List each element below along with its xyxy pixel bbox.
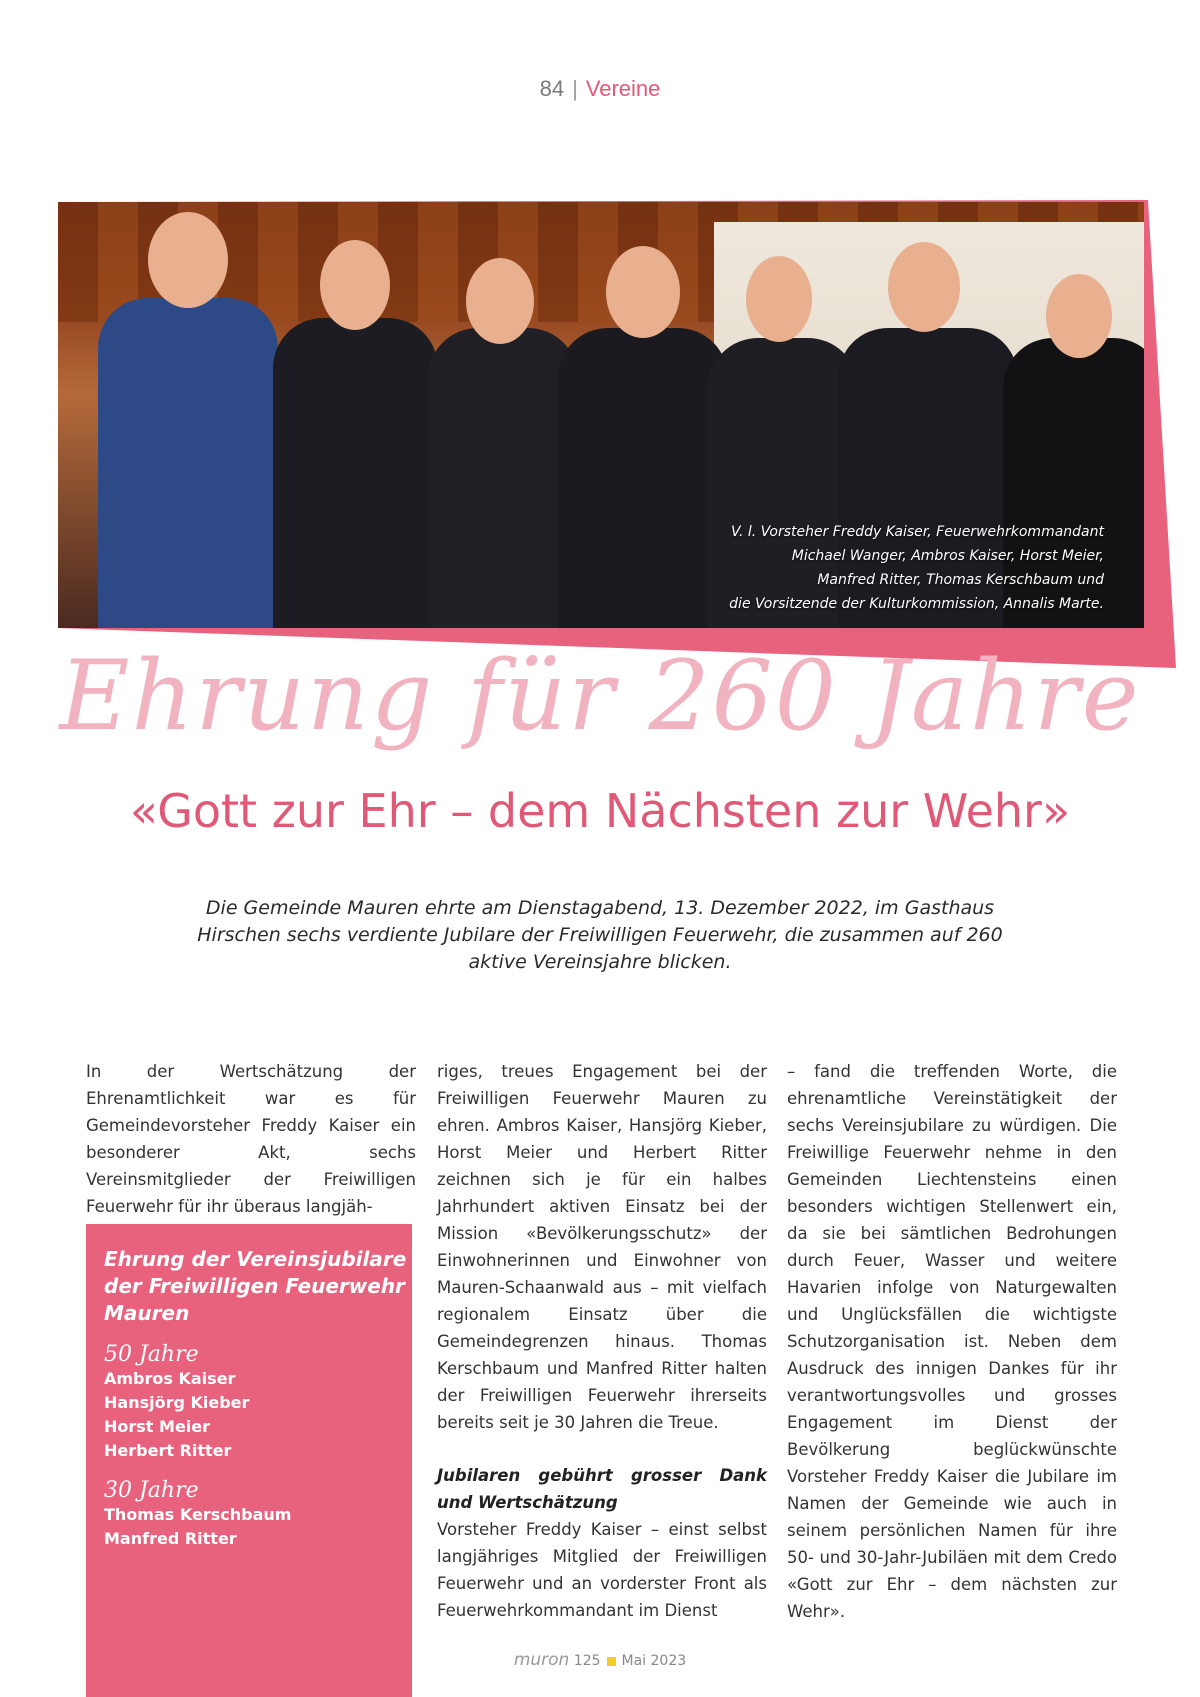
jubilee-infobox [86,1224,412,1697]
person-2 [273,318,438,628]
person-3-head [466,258,534,344]
person-5-head [746,256,812,342]
section-subhead: Jubilaren gebührt grosser Dank und Wertschätzung [437,1466,767,1512]
jubilar-name: Thomas Kerschbaum [104,1505,292,1524]
jubilar-name: Manfred Ritter [104,1529,237,1548]
person-2-head [320,240,390,330]
person-1-head [148,212,228,308]
group-30-label: 30 Jahre [104,1478,199,1503]
jubilar-name: Horst Meier [104,1417,211,1436]
infobox-title: Ehrung der Vereinsjubilare der Freiwilligen Feuerwehr Mauren [104,1247,407,1325]
body-text: Vorsteher Freddy Kaiser – einst selbst langjähriges Mitglied der Freiwilligen Feuerwehr und an vorderster Front als Feuerwehrkommandant im Dienst [437,1520,767,1620]
jubilar-name: Hansjörg Kieber [104,1393,250,1412]
jubilar-name: Herbert Ritter [104,1441,232,1460]
body-text: riges, treues Engagement bei der Freiwilligen Feuerwehr Mauren zu ehren. Ambros Kaiser, Hansjörg Kieber, Horst Meier und Herbert Ritter zeichnen sich je für ein halbes Jahrhundert aktiven Einsatz bei der Mission «Bevölkerungsschutz» der Einwohnerinnen und Einwohner von Mauren-Schaanwald aus – mit vielfach regionalem Einsatz über die Gemeindegrenzen hinaus. Thomas Kerschbaum und Manfred Ritter halten der Freiwilligen Feuerwehr ihrerseits bereits seit je 30 Jahren die Treue. [437,1062,767,1432]
lead-line: Die Gemeinde Mauren ehrte am Dienstagabend, 13. Dezember 2022, im Gasthaus [205,897,995,919]
caption-line: V. l. Vorsteher Freddy Kaiser, Feuerwehrkommandant [730,524,1104,540]
page-number: 84 [539,76,565,101]
lead-line: Hirschen sechs verdiente Jubilare der Freiwilligen Feuerwehr, die zusammen auf 260 [197,924,1003,946]
lead-paragraph [190,895,1010,976]
column-2 [437,1058,767,1624]
person-1 [98,298,278,628]
person-3 [428,328,578,628]
issue-date: Mai 2023 [621,1653,687,1669]
section-name: Vereine [585,76,661,101]
caption-line: die Vorsitzende der Kulturkommission, Annalis Marte. [729,596,1104,612]
person-6-head [888,242,960,332]
lead-line: aktive Vereinsjahre blicken. [468,951,732,973]
body-text: – fand die treffenden Worte, die ehrenamtliche Vereinstätigkeit der sechs Vereinsjubilare zu würdigen. Die Freiwillige Feuerwehr nehme in den Gemeinden Liechtensteins einen besonders wichtigen Stellenwert ein, da sie bei sämtlichen Bedrohungen durch Feuer, Wasser und weitere Havarien infolge von Naturgewalten und Unglücksfällen die wichtigste Schutzorganisation ist. Neben dem Ausdruck des innigen Dankes für ihr verantwortungsvolles und grosses Engagement im Dienst der Bevölkerung beglückwünschte Vorsteher Freddy Kaiser die Jubilare im Namen der Gemeinde wie auch in seinem persönlichen Namen für ihre 50- und 30-Jahr-Jubiläen mit dem Credo «Gott zur Ehr – dem nächsten zur Wehr». [787,1062,1117,1621]
column-1 [86,1058,416,1220]
header-separator: | [572,76,578,101]
group-50-label: 50 Jahre [104,1342,199,1367]
photo-caption [684,520,1104,616]
script-title: Ehrung für 260 Jahre [59,640,1141,752]
person-4-head [606,246,680,338]
person-7-head [1046,274,1112,358]
page-footer [0,1650,1200,1670]
jubilar-name: Ambros Kaiser [104,1369,236,1388]
group-photo [58,202,1144,628]
issue-number: 125 [573,1653,601,1669]
body-text: In der Wertschätzung der Ehrenamtlichkeit war es für Gemeindevorsteher Freddy Kaiser ein besonderer Akt, sechs Vereinsmitglieder der Freiwilligen Feuerwehr für ihr überaus langjäh- [86,1062,416,1216]
article-subtitle: «Gott zur Ehr – dem Nächsten zur Wehr» [129,784,1071,838]
caption-line: Michael Wanger, Ambros Kaiser, Horst Meier, [791,548,1104,564]
caption-line: Manfred Ritter, Thomas Kerschbaum und [817,572,1104,588]
magazine-brand: muron [513,1650,570,1670]
footer-square-icon [607,1657,616,1666]
column-3 [787,1058,1117,1625]
